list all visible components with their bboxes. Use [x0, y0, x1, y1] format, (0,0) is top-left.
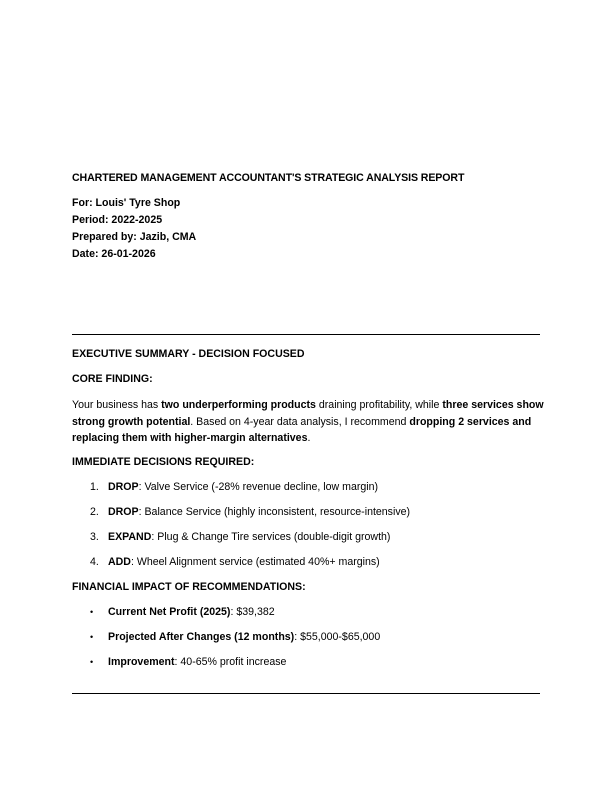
- decision-item: [90, 481, 378, 493]
- core-finding-emphasis: two underperforming products: [161, 399, 316, 411]
- report-title: CHARTERED MANAGEMENT ACCOUNTANT'S STRATEGIC ANALYSIS REPORT: [72, 172, 465, 184]
- bullet-icon: •: [90, 657, 94, 667]
- core-finding-heading: CORE FINDING:: [72, 373, 153, 385]
- decision-text: : Valve Service (-28% revenue decline, low margin): [138, 481, 379, 493]
- core-finding-text: draining profitability, while: [315, 399, 443, 411]
- financial-label: Improvement: [108, 656, 175, 668]
- core-finding-paragraph: [72, 397, 544, 447]
- list-number: 1.: [90, 481, 99, 493]
- financial-impact-heading: FINANCIAL IMPACT OF RECOMMENDATIONS:: [72, 581, 306, 593]
- list-number: 4.: [90, 556, 99, 568]
- meta-period: Period: 2022-2025: [72, 214, 163, 226]
- horizontal-divider-bottom: [72, 693, 540, 694]
- financial-label: Projected After Changes (12 months): [108, 631, 295, 643]
- core-finding-text: .: [307, 432, 311, 444]
- decision-action: DROP: [108, 481, 139, 493]
- financial-value: : $55,000-$65,000: [294, 631, 381, 643]
- financial-value: : $39,382: [230, 606, 275, 618]
- core-finding-text: Your business has: [72, 399, 162, 411]
- decision-action: EXPAND: [108, 531, 152, 543]
- list-number: 2.: [90, 506, 99, 518]
- decision-text: : Balance Service (highly inconsistent, resource-intensive): [138, 506, 411, 518]
- financial-item: [90, 631, 380, 643]
- financial-item: [90, 606, 275, 618]
- decision-item: [90, 556, 380, 568]
- decision-text: : Plug & Change Tire services (double-digit growth): [151, 531, 391, 543]
- meta-for: For: Louis' Tyre Shop: [72, 197, 181, 209]
- decisions-heading: IMMEDIATE DECISIONS REQUIRED:: [72, 456, 255, 468]
- decision-text: : Wheel Alignment service (estimated 40%+ margins): [130, 556, 380, 568]
- financial-label: Current Net Profit (2025): [108, 606, 231, 618]
- executive-summary-heading: EXECUTIVE SUMMARY - DECISION FOCUSED: [72, 348, 305, 360]
- decision-action: ADD: [108, 556, 131, 568]
- financial-value: : 40-65% profit increase: [174, 656, 287, 668]
- meta-date: Date: 26-01-2026: [72, 248, 156, 260]
- bullet-icon: •: [90, 607, 94, 617]
- core-finding-emphasis: dropping 2 services and replacing them with higher-margin alternatives: [72, 415, 532, 444]
- decision-item: [90, 531, 390, 543]
- meta-prepared-by: Prepared by: Jazib, CMA: [72, 231, 197, 243]
- list-number: 3.: [90, 531, 99, 543]
- bullet-icon: •: [90, 632, 94, 642]
- core-finding-emphasis: three services show strong growth potential: [72, 399, 544, 428]
- horizontal-divider-top: [72, 334, 540, 335]
- decision-action: DROP: [108, 506, 139, 518]
- financial-item: [90, 656, 286, 668]
- core-finding-text: . Based on 4-year data analysis, I recommend: [190, 415, 410, 428]
- decision-item: [90, 506, 410, 518]
